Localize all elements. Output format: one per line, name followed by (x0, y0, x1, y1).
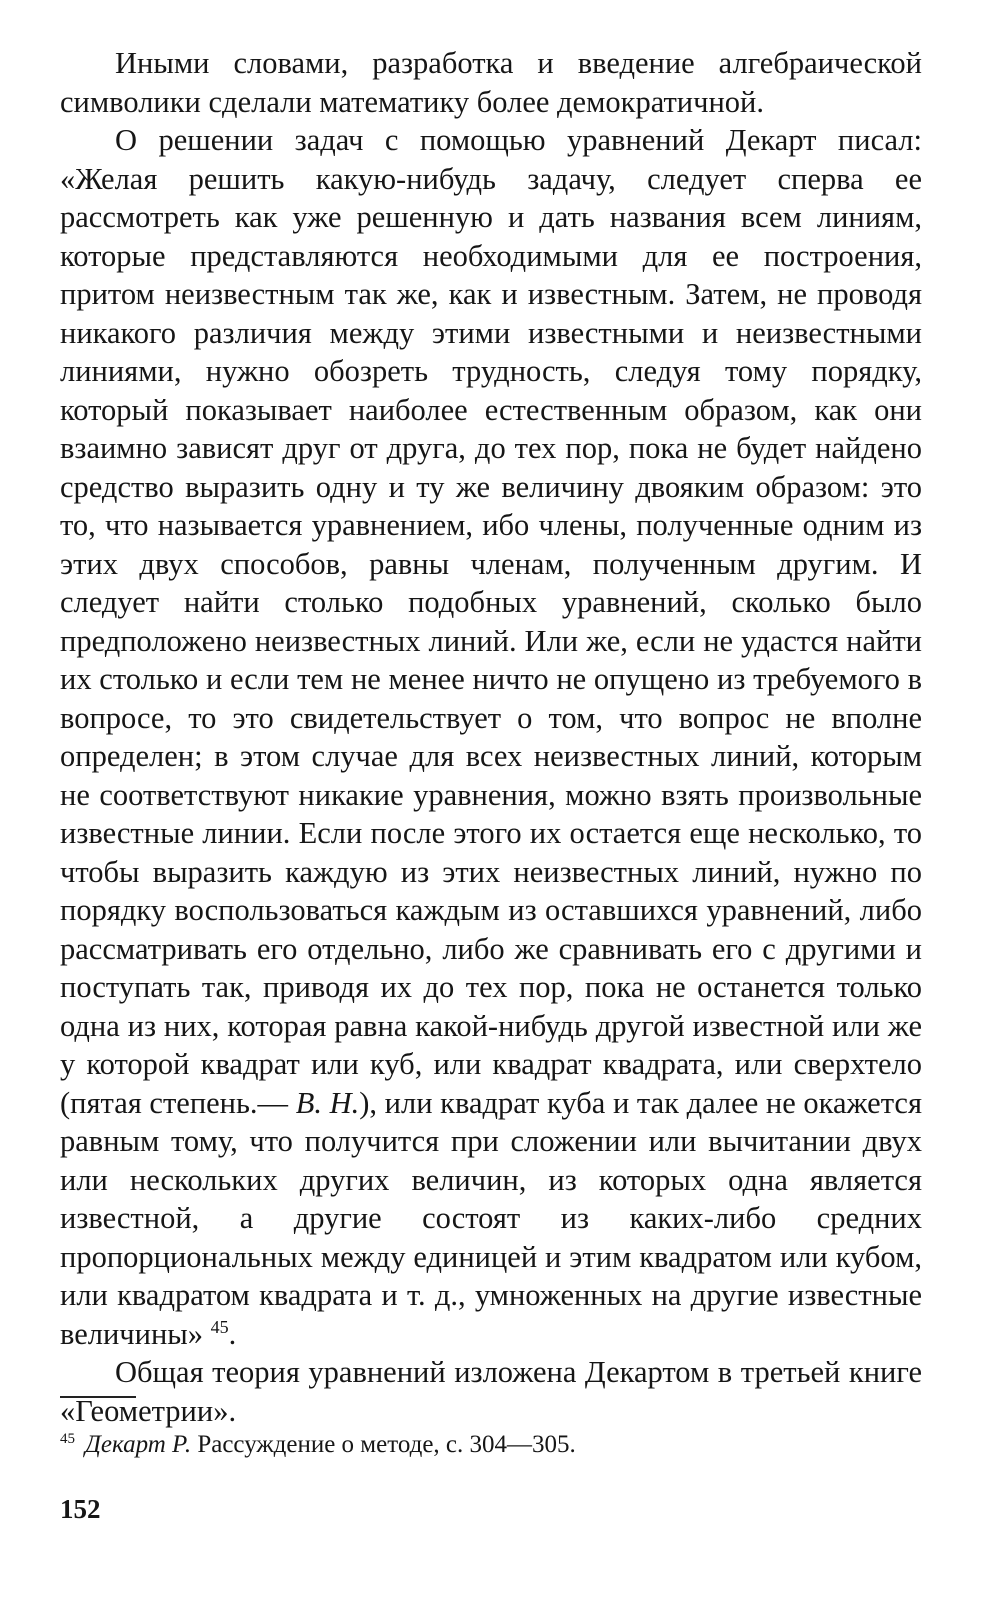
footnote-divider (60, 1396, 136, 1398)
paragraph-2 (60, 121, 922, 1353)
paragraph-2-end: . (228, 1316, 237, 1351)
footnote (60, 1429, 576, 1461)
footnote-number: 45 (60, 1430, 75, 1447)
paragraph-3-text: Общая теория уравнений изложена Декартом в третьей книге «Геометрии». (60, 1355, 922, 1428)
footnote-author: Декарт Р. (85, 1431, 192, 1458)
paragraph-2-continuation: ), или квадрат куба и так далее не окажется равным тому, что получится при сложении или вычитании двух или нескольких других величин, из которых одна является известной, а другие состоят из каких-либо средних пропорциональных между единицей и этим квадратом или кубом, или квадратом квадрата и т. д., умноженных на другие известные величины» (60, 1085, 922, 1351)
paragraph-3 (60, 1353, 922, 1430)
paragraph-2-text: О решении задач с помощью уравнений Декарт писал: «Желая решить какую-нибудь задачу, следует сперва ее рассмотреть как уже решенную и дать названия всем линиям, которые представляются необходимыми для ее построения, притом неизвестным так же, как и известным. Затем, не проводя никакого различия между этими известными и неизвестными линиями, нужно обозреть трудность, следуя тому порядку, который показывает наиболее естественным образом, как они взаимно зависят друг от друга, до тех пор, пока не будет найдено средство выразить одну и ту же величину двояким образом: это то, что называется уравнением, ибо члены, полученные одним из этих двух способов, равны членам, полученным другим. И следует найти столько подобных уравнений, сколько было предположено неизвестных линий. Или же, если не удастся найти их столько и если тем не менее ничто не опущено из требуемого в вопросе, то это свидетельствует о том, что вопрос не вполне определен; в этом случае для всех неизвестных линий, которым не соответствуют никакие уравнения, можно взять произвольные известные линии. Если после этого их остается еще несколько, то чтобы выразить каждую из этих неизвестных линий, нужно по порядку воспользоваться каждым из оставшихся уравнений, либо рассматривать его отдельно, либо же сравнивать его с другими и поступать так, приводя их до тех пор, пока не останется только одна из них, которая равна какой-нибудь другой известной или же у которой квадрат или куб, или квадрат квадрата, или сверхтело (пятая степень.— (60, 123, 922, 1120)
author-initials: В. Н. (295, 1085, 360, 1120)
footnote-reference[interactable]: 45 (210, 1316, 229, 1337)
page-body (60, 44, 922, 1430)
page-number: 152 (60, 1494, 101, 1524)
paragraph-1-text: Иными словами, разработка и введение алгебраической символики сделали математику более демократичной. (60, 46, 922, 119)
footnote-text: Рассуждение о методе, с. 304—305. (191, 1431, 576, 1458)
paragraph-1 (60, 44, 922, 121)
